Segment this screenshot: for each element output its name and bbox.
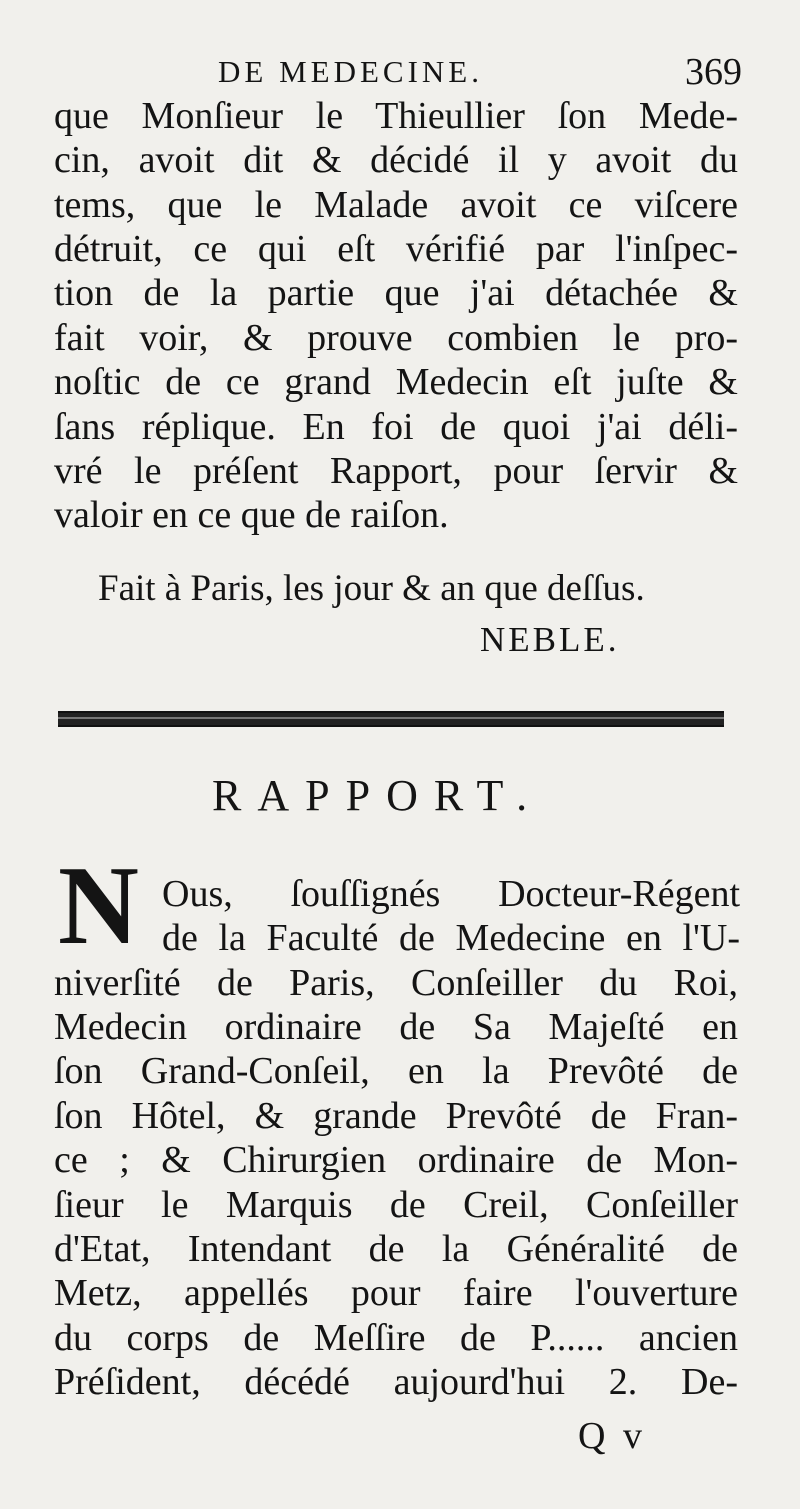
section-title: RAPPORT. (212, 771, 544, 820)
text-line: que Monſieur le Thieullier ſon Mede- (54, 95, 738, 137)
text-line: du corps de Meſſire de P...... ancien (54, 1317, 738, 1359)
page-number: 369 (685, 51, 742, 93)
text-line: tems, que le Malade avoit ce viſcere (54, 184, 738, 226)
text-line: ce ; & Chirurgien ordinaire de Mon- (54, 1139, 738, 1181)
text-line: fait voir, & prouve combien le pro- (54, 317, 738, 359)
text-line: Ous, ſouſſignés Docteur-Régent (162, 873, 740, 915)
signature-mark: Q v (578, 1415, 646, 1457)
page-header (210, 50, 742, 100)
text-line: ſon Grand-Conſeil, en la Prevôté de (54, 1050, 738, 1092)
text-line: ſon Hôtel, & grande Prevôté de Fran- (54, 1095, 738, 1137)
drop-cap: N (58, 844, 139, 968)
running-title: DE MEDECINE. (218, 54, 483, 89)
text-line: Metz, appellés pour faire l'ouverture (54, 1272, 738, 1314)
text-line: ſans réplique. En foi de quoi j'ai déli- (54, 406, 738, 448)
text-line: cin, avoit dit & décidé il y avoit du (54, 139, 738, 181)
text-line: Medecin ordinaire de Sa Majeſté en (54, 1006, 738, 1048)
text-line: détruit, ce qui eſt vérifié par l'inſpec- (54, 228, 738, 270)
closing-line: Fait à Paris, les jour & an que deſſus. (98, 568, 645, 609)
text-line: noſtic de ce grand Medecin eſt juſte & (54, 361, 738, 403)
text-line: Préſident, décédé aujourd'hui 2. De- (54, 1361, 738, 1403)
signature: NEBLE. (480, 620, 620, 659)
text-line: d'Etat, Intendant de la Généralité de (54, 1228, 738, 1270)
text-line: de la Faculté de Medecine en l'U- (162, 917, 740, 959)
text-line: niverſité de Paris, Conſeiller du Roi, (54, 962, 738, 1004)
text-line: tion de la partie que j'ai détachée & (54, 272, 738, 314)
text-line: ſieur le Marquis de Creil, Conſeiller (54, 1184, 738, 1226)
section-rule (58, 711, 724, 727)
text-line: valoir en ce que de raiſon. (54, 494, 449, 536)
text-line: vré le préſent Rapport, pour ſervir & (54, 450, 738, 492)
